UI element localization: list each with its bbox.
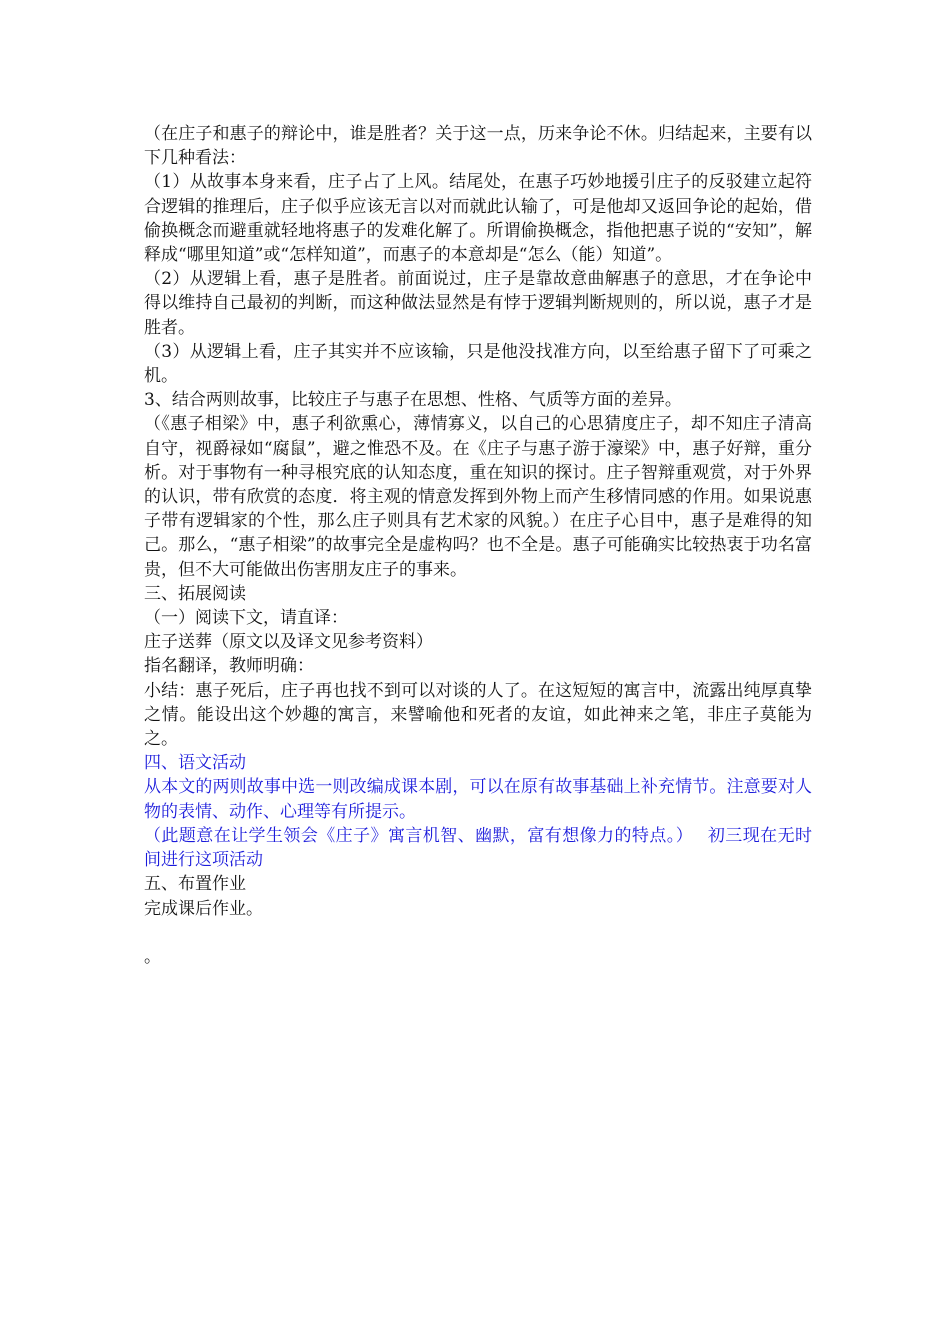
debate-intro-paragraph: （在庄子和惠子的辩论中，谁是胜者？关于这一点，历来争论不休。归结起来，主要有以下几种看法： (144, 124, 812, 169)
question-3-heading: 3、结合两则故事，比较庄子与惠子在思想、性格、气质等方面的差异。 (144, 390, 682, 411)
view-1-paragraph: （1）从故事本身来看，庄子占了上风。结尾处，在惠子巧妙地援引庄子的反驳建立起符合逻辑的推理后，庄子似乎应该无言以对而就此认输了，可是他却又返回争论的起始，借偷换概念而避重就轻地将惠子的发难化解了。所谓偷换概念，指他把惠子说的“安知”，解释成“哪里知道”或“怎样知道”，而惠子的本意却是“怎么（能）知道”。 (144, 172, 812, 266)
section-4-heading: 四、语文活动 (144, 753, 246, 774)
activity-note-paragraph: （此题意在让学生领会《庄子》寓言机智、幽默，富有想像力的特点。） 初三现在无时间进行这项活动 (144, 825, 812, 871)
comparison-answer-paragraph: （《惠子相梁》中，惠子利欲熏心，薄情寡义，以自己的心思猜度庄子，却不知庄子清高自守，视爵禄如“腐鼠”，避之惟恐不及。在《庄子与惠子游于濠梁》中，惠子好辩，重分析。对于事物有一种寻根究底的认知态度，重在知识的探讨。庄子智辩重观赏，对于外界的认识，带有欣赏的态度．将主观的情意发挥到外物上而产生移情同感的作用。如果说惠子带有逻辑家的个性，那么庄子则具有艺术家的风貌。）在庄子心目中，惠子是难得的知己。那么，“惠子相梁”的故事完全是虚构吗？也不全是。惠子可能确实比较热衷于功名富贵，但不大可能做出伤害朋友庄子的事来。 (144, 414, 812, 580)
section-3-heading: 三、拓展阅读 (144, 583, 246, 604)
homework-line: 完成课后作业。 (144, 898, 263, 919)
view-2-paragraph: （2）从逻辑上看，惠子是胜者。前面说过，庄子是靠故意曲解惠子的意思，才在争论中得以维持自己最初的判断，而这种做法显然是有悖于逻辑判断规则的，所以说，惠子才是胜者。 (144, 269, 812, 338)
reading-task-line: （一）阅读下文，请直译： (144, 608, 348, 629)
reading-title-line: 庄子送葬（原文以及译文见参考资料） (144, 632, 433, 653)
view-3-paragraph: （3）从逻辑上看，庄子其实并不应该输，只是他没找准方向，以至给惠子留下了可乘之机。 (144, 341, 812, 387)
summary-paragraph: 小结：惠子死后，庄子再也找不到可以对谈的人了。在这短短的寓言中，流露出纯厚真挚之情。能设出这个妙趣的寓言，来譬喻他和死者的友谊，如此神来之笔，非庄子莫能为之。 (144, 680, 812, 750)
activity-paragraph: 从本文的两则故事中选一则改编成课本剧，可以在原有故事基础上补充情节。注意要对人物的表情、动作、心理等有所提示。 (144, 777, 812, 822)
section-5-heading: 五、布置作业 (144, 874, 246, 895)
blank-line (144, 921, 812, 945)
document-body (144, 122, 812, 969)
trailing-period-mark: 。 (144, 946, 161, 967)
translation-instruction-line: 指名翻译，教师明确： (144, 656, 314, 677)
